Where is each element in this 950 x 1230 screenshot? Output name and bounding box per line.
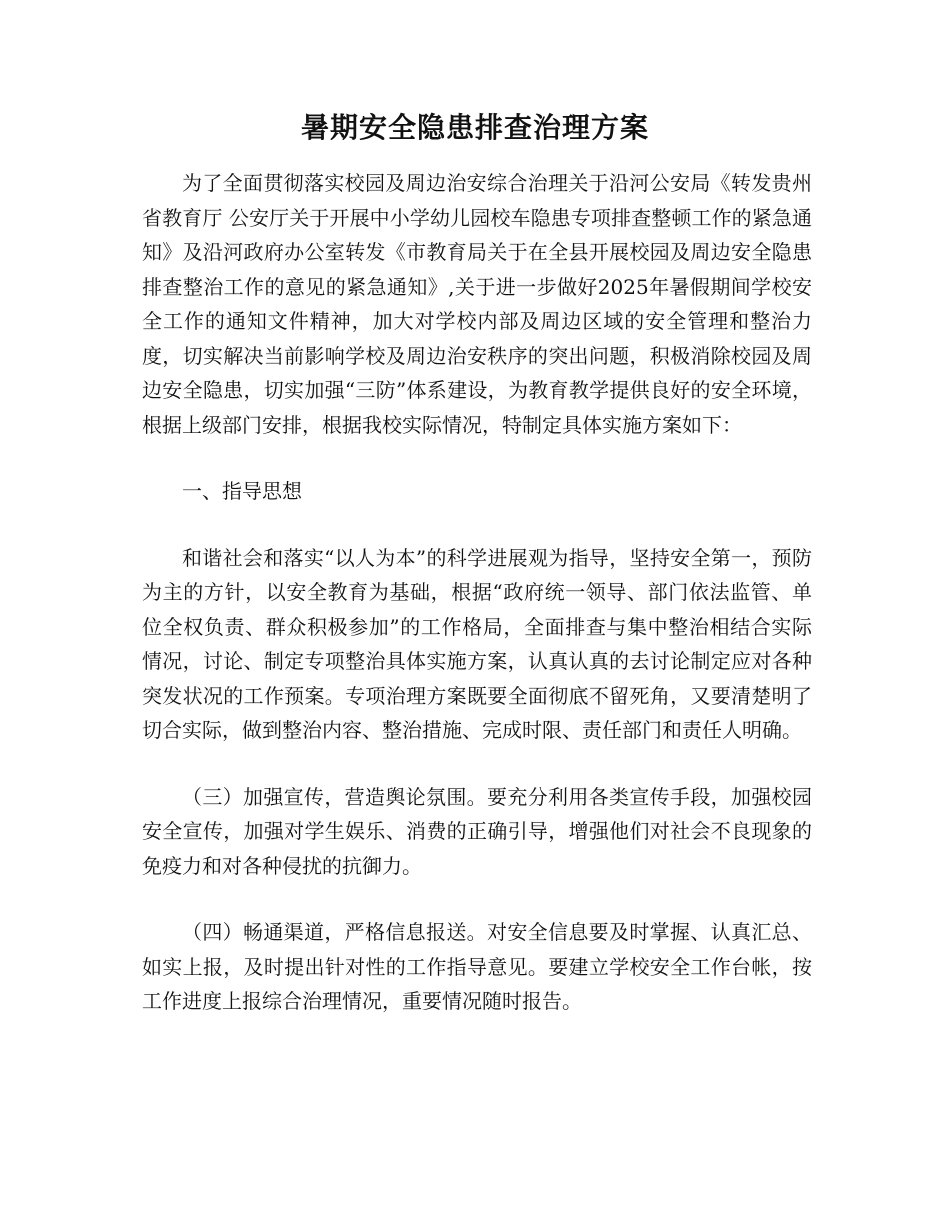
paragraph-publicity: （三）加强宣传，营造舆论氛围。要充分利用各类宣传手段，加强校园安全宣传，加强对学生娱乐、消费的正确引导，增强他们对社会不良现象的免疫力和对各种侵扰的抗御力。 (142, 784, 812, 878)
document-body (142, 166, 812, 1051)
paragraph-intro: 为了全面贯彻落实校园及周边治安综合治理关于沿河公安局《转发贵州省教育厅 公安厅关于开展中小学幼儿园校车隐患专项排查整顿工作的紧急通知》及沿河政府办公室转发《市教育局关于在全县开展校园及周边安全隐患排查整治工作的意见的紧急通知》,关于进一步做好2025年暑假期间学校安全工作的通知文件精神，加大对学校内部及周边区域的安全管理和整治力度，切实解决当前影响学校及周边治安秩序的突出问题，积极消除校园及周边安全隐患，切实加强“三防”体系建设，为教育教学提供良好的安全环境，根据上级部门安排，根据我校实际情况，特制定具体实施方案如下： (142, 171, 812, 437)
paragraph-guiding-ideology: 和谐社会和落实“以人为本”的科学进展观为指导，坚持安全第一，预防为主的方针，以安全教育为基础，根据“政府统一领导、部门依法监管、单位全权负责、群众积极参加”的工作格局，全面排查与集中整治相结合实际情况，讨论、制定专项整治具体实施方案，认真认真的去讨论制定应对各种突发状况的工作预案。专项治理方案既要全面彻底不留死角，又要清楚明了切合实际，做到整治内容、整治措施、完成时限、责任部门和责任人明确。 (142, 545, 812, 742)
paragraph-reporting: （四）畅通渠道，严格信息报送。对安全信息要及时掌握、认真汇总、如实上报，及时提出针对性的工作指导意见。要建立学校安全工作台帐，按工作进度上报综合治理情况，重要情况随时报告。 (142, 920, 812, 1013)
section-heading-guiding-ideology: 一、指导思想 (182, 479, 302, 503)
document-title: 暑期安全隐患排查治理方案 (300, 111, 649, 144)
